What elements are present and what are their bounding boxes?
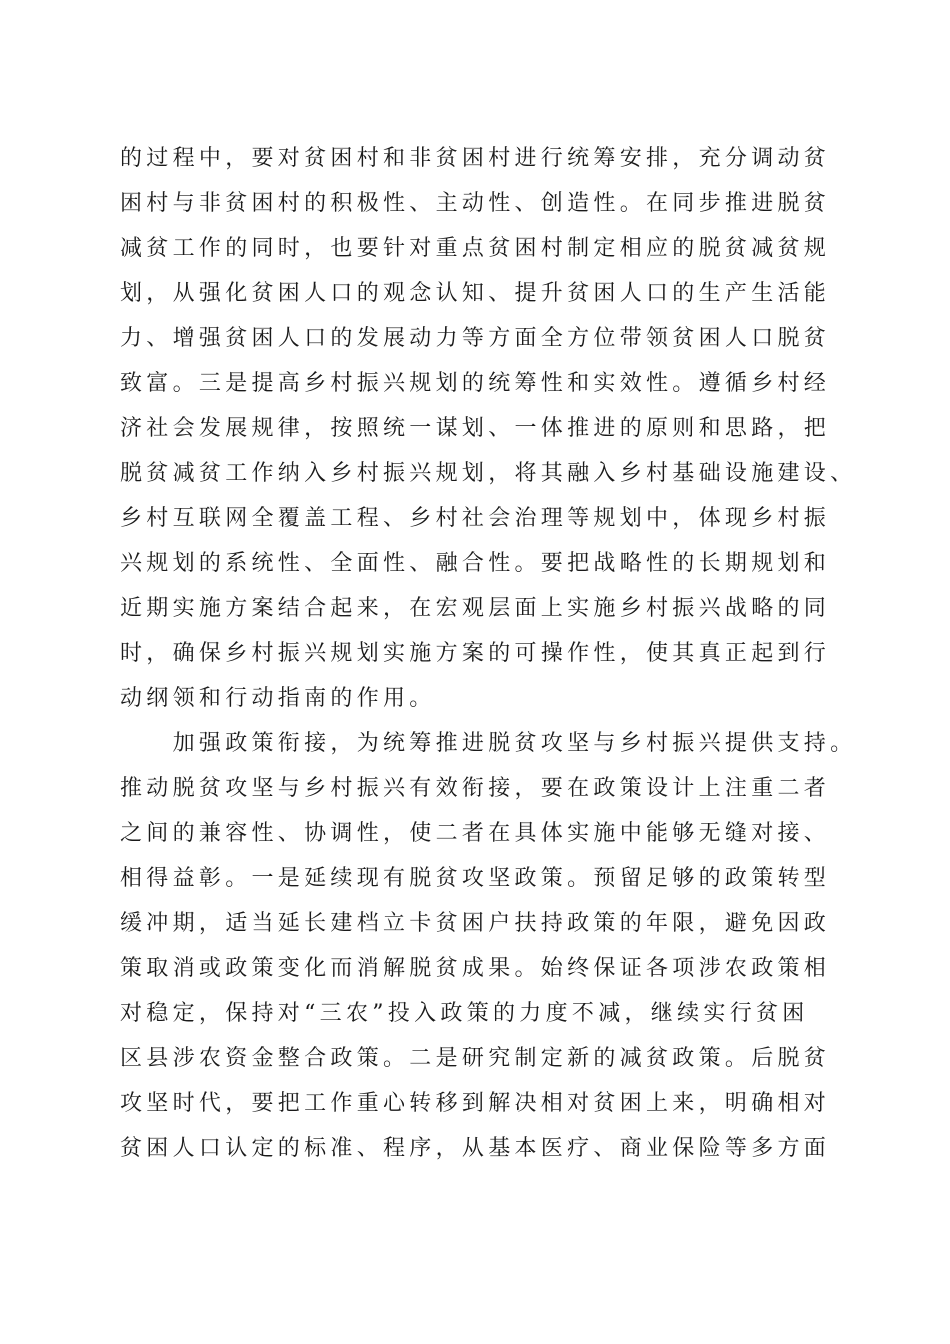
body-text (120, 136, 857, 1171)
text-line: 脱贫减贫工作纳入乡村振兴规划，将其融入乡村基础设施建设、 (120, 461, 857, 486)
text-line: 济社会发展规律，按照统一谋划、一体推进的原则和思路，把 (120, 416, 831, 441)
text-line: 兴规划的系统性、全面性、融合性。要把战略性的长期规划和 (120, 551, 831, 576)
text-line: 动纲领和行动指南的作用。 (120, 686, 436, 711)
paragraph-start-line: 加强政策衔接，为统筹推进脱贫攻坚与乡村振兴提供支持。 (120, 731, 857, 756)
text-line: 之间的兼容性、协调性，使二者在具体实施中能够无缝对接、 (120, 821, 831, 846)
text-line: 推动脱贫攻坚与乡村振兴有效衔接，要在政策设计上注重二者 (120, 776, 831, 801)
text-line: 对稳定，保持对“三农”投入政策的力度不减，继续实行贫困 (120, 1001, 809, 1026)
text-line: 困村与非贫困村的积极性、主动性、创造性。在同步推进脱贫 (120, 191, 831, 216)
text-line: 划，从强化贫困人口的观念认知、提升贫困人口的生产生活能 (120, 281, 831, 306)
text-line: 缓冲期，适当延长建档立卡贫困户扶持政策的年限，避免因政 (120, 911, 831, 936)
text-line: 相得益彰。一是延续现有脱贫攻坚政策。预留足够的政策转型 (120, 866, 831, 891)
text-line: 致富。三是提高乡村振兴规划的统筹性和实效性。遵循乡村经 (120, 371, 831, 396)
text-line: 的过程中，要对贫困村和非贫困村进行统筹安排，充分调动贫 (120, 146, 831, 171)
text-line: 策取消或政策变化而消解脱贫成果。始终保证各项涉农政策相 (120, 956, 831, 981)
text-line: 攻坚时代，要把工作重心转移到解决相对贫困上来，明确相对 (120, 1091, 831, 1116)
text-line: 减贫工作的同时，也要针对重点贫困村制定相应的脱贫减贫规 (120, 236, 831, 261)
text-line: 区县涉农资金整合政策。二是研究制定新的减贫政策。后脱贫 (120, 1046, 831, 1071)
text-line: 近期实施方案结合起来，在宏观层面上实施乡村振兴战略的同 (120, 596, 831, 621)
text-line: 乡村互联网全覆盖工程、乡村社会治理等规划中，体现乡村振 (120, 506, 831, 531)
text-line: 力、增强贫困人口的发展动力等方面全方位带领贫困人口脱贫 (120, 326, 831, 351)
text-line: 时，确保乡村振兴规划实施方案的可操作性，使其真正起到行 (120, 641, 831, 666)
text-line: 贫困人口认定的标准、程序，从基本医疗、商业保险等多方面 (120, 1136, 831, 1161)
